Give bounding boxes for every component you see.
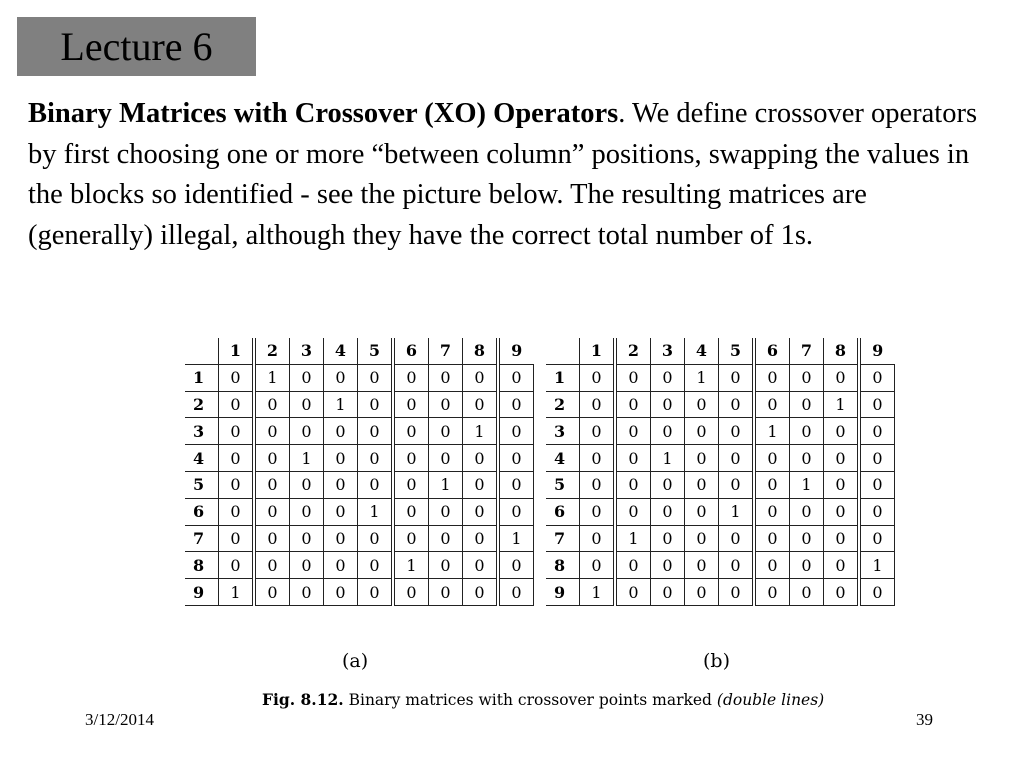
matrix-a-cell: 0 — [324, 579, 358, 606]
matrix-b-corner — [546, 338, 580, 364]
matrix-b-cell: 0 — [685, 525, 719, 552]
matrix-a-cell: 0 — [429, 364, 463, 391]
matrix-a-cell: 0 — [463, 579, 499, 606]
matrix-b-cell: 0 — [719, 579, 755, 606]
matrix-a-row-header: 2 — [185, 391, 219, 418]
caption-prefix: Fig. 8.12. — [262, 690, 344, 709]
matrix-b-row-header: 2 — [546, 391, 580, 418]
matrix-a-cell: 0 — [463, 471, 499, 498]
matrix-a-cell: 0 — [358, 579, 394, 606]
matrix-b-cell: 0 — [615, 552, 651, 579]
matrix-a-corner — [185, 338, 219, 364]
matrix-b-cell: 0 — [824, 552, 860, 579]
matrix-a-row-header: 7 — [185, 525, 219, 552]
matrix-b-cell: 0 — [615, 364, 651, 391]
matrix-b-col-header: 3 — [651, 338, 685, 364]
matrix-b-cell: 0 — [859, 525, 895, 552]
matrix-b-cell: 0 — [685, 418, 719, 445]
matrix-a-cell: 0 — [358, 418, 394, 445]
matrix-a-cell: 0 — [498, 552, 534, 579]
matrix-b-row-header: 4 — [546, 445, 580, 472]
matrix-a-cell: 0 — [498, 364, 534, 391]
matrix-b-row — [546, 445, 895, 472]
matrix-b-cell: 0 — [651, 471, 685, 498]
matrix-b-cell: 0 — [859, 445, 895, 472]
matrix-b-cell: 0 — [685, 391, 719, 418]
matrix-a-cell: 0 — [358, 364, 394, 391]
matrix-a-cell: 0 — [393, 391, 429, 418]
matrix-b-cell: 0 — [580, 525, 616, 552]
matrix-b-row — [546, 498, 895, 525]
matrix-a-cell: 0 — [429, 418, 463, 445]
matrix-b-cell: 0 — [651, 364, 685, 391]
matrix-a-cell: 0 — [498, 471, 534, 498]
matrix-a-cell: 0 — [290, 498, 324, 525]
matrix-b-cell: 0 — [580, 471, 616, 498]
matrix-a-cell: 0 — [429, 525, 463, 552]
matrix-a-cell: 0 — [463, 364, 499, 391]
matrix-a-cell: 0 — [254, 445, 290, 472]
matrix-a-cell: 0 — [324, 498, 358, 525]
matrix-a-cell: 0 — [393, 364, 429, 391]
matrix-a-row-header: 5 — [185, 471, 219, 498]
matrix-b-cell: 0 — [615, 579, 651, 606]
caption-italic: (double lines) — [716, 691, 825, 709]
matrix-b-cell: 0 — [651, 498, 685, 525]
matrix-a-cell: 0 — [358, 445, 394, 472]
matrix-a-cell: 0 — [324, 552, 358, 579]
matrix-a-cell: 0 — [463, 525, 499, 552]
matrix-a-cell: 0 — [498, 498, 534, 525]
matrix-b-cell: 0 — [719, 552, 755, 579]
matrix-a-cell: 0 — [324, 471, 358, 498]
matrix-b-row — [546, 364, 895, 391]
figure-caption — [262, 690, 824, 709]
matrix-b-cell: 0 — [754, 445, 790, 472]
matrix-b-cell: 0 — [580, 364, 616, 391]
matrix-a-cell: 0 — [254, 391, 290, 418]
matrix-a-cell: 0 — [463, 498, 499, 525]
matrix-a-cell: 1 — [324, 391, 358, 418]
slide-title: Lecture 6 — [60, 23, 213, 69]
matrix-b-cell: 0 — [651, 418, 685, 445]
matrix-a-cell: 0 — [498, 445, 534, 472]
matrix-b-cell: 0 — [824, 418, 860, 445]
matrix-b-row-header: 6 — [546, 498, 580, 525]
matrix-b-col-header: 6 — [754, 338, 790, 364]
matrix-b-cell: 1 — [615, 525, 651, 552]
matrix-b-row — [546, 552, 895, 579]
matrix-a-cell: 0 — [290, 552, 324, 579]
matrix-b-cell: 0 — [790, 552, 824, 579]
matrix-b-cell: 0 — [651, 579, 685, 606]
matrix-b-cell: 0 — [651, 525, 685, 552]
matrix-b-cell: 0 — [615, 471, 651, 498]
matrix-b-cell: 0 — [651, 391, 685, 418]
matrix-b-row — [546, 391, 895, 418]
matrix-a-cell: 0 — [324, 364, 358, 391]
matrix-a-cell: 0 — [254, 579, 290, 606]
matrix-a-col-header: 4 — [324, 338, 358, 364]
matrix-b-row — [546, 525, 895, 552]
matrix-a-cell: 0 — [429, 391, 463, 418]
matrix-a-col-header: 3 — [290, 338, 324, 364]
matrix-a-row — [185, 445, 534, 472]
matrix-b-col-header: 4 — [685, 338, 719, 364]
matrix-a-cell: 1 — [429, 471, 463, 498]
matrix-a-cell: 0 — [219, 471, 255, 498]
matrix-b-cell: 0 — [685, 498, 719, 525]
matrix-a-cell: 0 — [254, 525, 290, 552]
matrix-a-row-header: 3 — [185, 418, 219, 445]
slide-title-box — [17, 17, 256, 76]
matrix-b-row-header: 3 — [546, 418, 580, 445]
matrix-a-cell: 0 — [219, 525, 255, 552]
matrix-b-row-header: 7 — [546, 525, 580, 552]
matrix-b-cell: 0 — [859, 579, 895, 606]
matrix-a-cell: 0 — [219, 391, 255, 418]
matrix-a-cell: 0 — [254, 498, 290, 525]
matrix-a-cell: 0 — [254, 552, 290, 579]
matrix-b-cell: 0 — [754, 471, 790, 498]
matrix-a-col-header: 1 — [219, 338, 255, 364]
matrix-a-cell: 0 — [219, 498, 255, 525]
matrix-b-cell: 0 — [719, 391, 755, 418]
matrix-b-cell: 1 — [685, 364, 719, 391]
matrix-a-cell: 0 — [498, 579, 534, 606]
matrix-a-cell: 0 — [429, 498, 463, 525]
matrix-a-cell: 0 — [429, 579, 463, 606]
matrix-b-col-header: 8 — [824, 338, 860, 364]
matrix-a-row — [185, 418, 534, 445]
matrix-a-cell: 0 — [393, 579, 429, 606]
matrix-b-cell: 0 — [790, 418, 824, 445]
matrix-b-cell: 0 — [859, 391, 895, 418]
matrix-b-cell: 0 — [719, 471, 755, 498]
matrix-b-cell: 1 — [651, 445, 685, 472]
matrix-b-cell: 0 — [651, 552, 685, 579]
matrix-a-cell: 0 — [254, 471, 290, 498]
matrix-a-cell: 0 — [219, 418, 255, 445]
matrix-b-cell: 0 — [719, 525, 755, 552]
matrix-a-cell: 1 — [219, 579, 255, 606]
matrix-b-row — [546, 471, 895, 498]
matrix-b-cell: 0 — [615, 498, 651, 525]
matrix-b-cell: 0 — [754, 579, 790, 606]
matrix-a-row-header: 9 — [185, 579, 219, 606]
matrix-b-cell: 0 — [790, 391, 824, 418]
matrix-a-col-header: 2 — [254, 338, 290, 364]
matrix-b-cell: 0 — [754, 364, 790, 391]
matrix-b-col-header: 1 — [580, 338, 616, 364]
matrix-a-cell: 1 — [290, 445, 324, 472]
matrix-b-cell: 0 — [580, 391, 616, 418]
matrix-a-cell: 0 — [429, 445, 463, 472]
matrix-a-cell: 0 — [393, 498, 429, 525]
matrix-a-row — [185, 471, 534, 498]
matrix-a-col-header: 9 — [498, 338, 534, 364]
matrix-b-row-header: 8 — [546, 552, 580, 579]
matrix-a-cell: 0 — [463, 445, 499, 472]
matrix-a-cell: 0 — [463, 552, 499, 579]
matrix-b-cell: 0 — [859, 498, 895, 525]
matrix-b-cell: 1 — [790, 471, 824, 498]
matrix-a-cell: 0 — [429, 552, 463, 579]
matrix-b-row-header: 9 — [546, 579, 580, 606]
matrix-b-cell: 0 — [790, 364, 824, 391]
matrix-a-cell: 0 — [358, 552, 394, 579]
matrix-b-row-header: 5 — [546, 471, 580, 498]
matrix-b-cell: 0 — [790, 525, 824, 552]
matrix-a-cell: 0 — [219, 364, 255, 391]
matrix-a-cell: 1 — [463, 418, 499, 445]
matrix-a-cell: 0 — [324, 418, 358, 445]
matrix-b-cell: 1 — [824, 391, 860, 418]
matrix-a-row — [185, 391, 534, 418]
matrix-b-cell: 0 — [824, 364, 860, 391]
matrix-b-cell: 0 — [580, 552, 616, 579]
matrix-b-cell: 1 — [580, 579, 616, 606]
matrix-b-table — [546, 338, 895, 606]
matrix-b-cell: 0 — [754, 552, 790, 579]
figure-label-b: (b) — [703, 650, 730, 672]
matrix-a-row-header: 1 — [185, 364, 219, 391]
matrix-b-cell: 0 — [754, 391, 790, 418]
matrix-b-cell: 0 — [790, 498, 824, 525]
matrix-b-col-header: 2 — [615, 338, 651, 364]
matrix-b-cell: 0 — [615, 418, 651, 445]
matrix-b-cell: 0 — [685, 445, 719, 472]
matrix-b-cell: 1 — [719, 498, 755, 525]
matrix-b-cell: 0 — [754, 525, 790, 552]
matrix-a-cell: 0 — [254, 418, 290, 445]
matrix-b-cell: 0 — [754, 498, 790, 525]
matrix-b-cell: 0 — [824, 498, 860, 525]
matrix-a-cell: 0 — [219, 445, 255, 472]
matrix-b-col-header: 9 — [859, 338, 895, 364]
matrix-a-row — [185, 498, 534, 525]
figure-label-a: (a) — [342, 650, 369, 672]
matrix-b-cell: 0 — [685, 579, 719, 606]
matrix-a-cell: 0 — [358, 525, 394, 552]
matrix-b-cell: 0 — [719, 445, 755, 472]
matrix-a-row-header: 6 — [185, 498, 219, 525]
matrix-b-cell: 0 — [580, 498, 616, 525]
matrix-a-row — [185, 525, 534, 552]
matrix-a-cell: 0 — [498, 391, 534, 418]
matrix-b-cell: 1 — [859, 552, 895, 579]
matrix-a-row — [185, 552, 534, 579]
matrix-b-cell: 0 — [615, 445, 651, 472]
matrix-b-cell: 0 — [580, 418, 616, 445]
matrix-a-row-header: 4 — [185, 445, 219, 472]
matrix-b-cell: 0 — [859, 471, 895, 498]
matrix-b-row — [546, 418, 895, 445]
matrix-b-cell: 0 — [824, 579, 860, 606]
matrix-a-row — [185, 579, 534, 606]
matrix-a-cell: 0 — [290, 525, 324, 552]
matrix-a-cell: 1 — [393, 552, 429, 579]
matrix-a-cell: 0 — [290, 471, 324, 498]
matrix-a-cell: 0 — [358, 471, 394, 498]
matrix-a-cell: 1 — [254, 364, 290, 391]
matrix-a-cell: 0 — [219, 552, 255, 579]
matrix-b-row — [546, 579, 895, 606]
matrix-b-cell: 0 — [719, 418, 755, 445]
matrix-a-table — [185, 338, 534, 606]
body-text: . We define crossover operators by first choosing one or more “between column” positions, swapping the values in the blocks so identified - see the picture below. The resulting matrices are (generally) illegal, although they have the correct total number of 1s. — [28, 98, 978, 251]
matrix-a-cell: 0 — [324, 445, 358, 472]
matrix-b-cell: 0 — [824, 525, 860, 552]
matrix-a-cell: 0 — [393, 418, 429, 445]
matrix-a-cell: 0 — [290, 418, 324, 445]
matrix-a-cell: 0 — [393, 445, 429, 472]
matrix-a-col-header: 8 — [463, 338, 499, 364]
matrix-a-cell: 1 — [358, 498, 394, 525]
matrix-a-cell: 0 — [290, 579, 324, 606]
matrix-a-cell: 0 — [290, 391, 324, 418]
matrix-b-cell: 0 — [615, 391, 651, 418]
matrix-a-cell: 0 — [290, 364, 324, 391]
matrix-b-cell: 0 — [824, 445, 860, 472]
matrix-b-cell: 0 — [790, 445, 824, 472]
matrix-a-cell: 0 — [498, 418, 534, 445]
matrix-b-cell: 1 — [754, 418, 790, 445]
matrix-a-row-header: 8 — [185, 552, 219, 579]
matrix-a-col-header: 7 — [429, 338, 463, 364]
footer-page-number: 39 — [916, 710, 933, 729]
matrix-a-cell: 0 — [463, 391, 499, 418]
caption-text: Binary matrices with crossover points marked — [343, 691, 717, 709]
body-heading: Binary Matrices with Crossover (XO) Operators — [28, 98, 619, 129]
matrix-b-cell: 0 — [790, 579, 824, 606]
matrix-b-cell: 0 — [824, 471, 860, 498]
footer-date: 3/12/2014 — [85, 710, 154, 729]
matrix-b-cell: 0 — [580, 445, 616, 472]
matrix-a-row — [185, 364, 534, 391]
matrix-b-cell: 0 — [719, 364, 755, 391]
matrix-b-col-header: 7 — [790, 338, 824, 364]
matrix-b-cell: 0 — [859, 364, 895, 391]
matrix-a-col-header: 6 — [393, 338, 429, 364]
matrix-a-cell: 0 — [393, 525, 429, 552]
matrix-a-cell: 0 — [324, 525, 358, 552]
matrix-a-col-header: 5 — [358, 338, 394, 364]
matrix-a-cell: 0 — [393, 471, 429, 498]
body-paragraph — [28, 94, 988, 256]
matrix-b-cell: 0 — [859, 418, 895, 445]
matrix-a-cell: 1 — [498, 525, 534, 552]
matrix-b-col-header: 5 — [719, 338, 755, 364]
matrix-b-cell: 0 — [685, 471, 719, 498]
matrix-b-cell: 0 — [685, 552, 719, 579]
matrix-a-cell: 0 — [358, 391, 394, 418]
matrix-b-row-header: 1 — [546, 364, 580, 391]
